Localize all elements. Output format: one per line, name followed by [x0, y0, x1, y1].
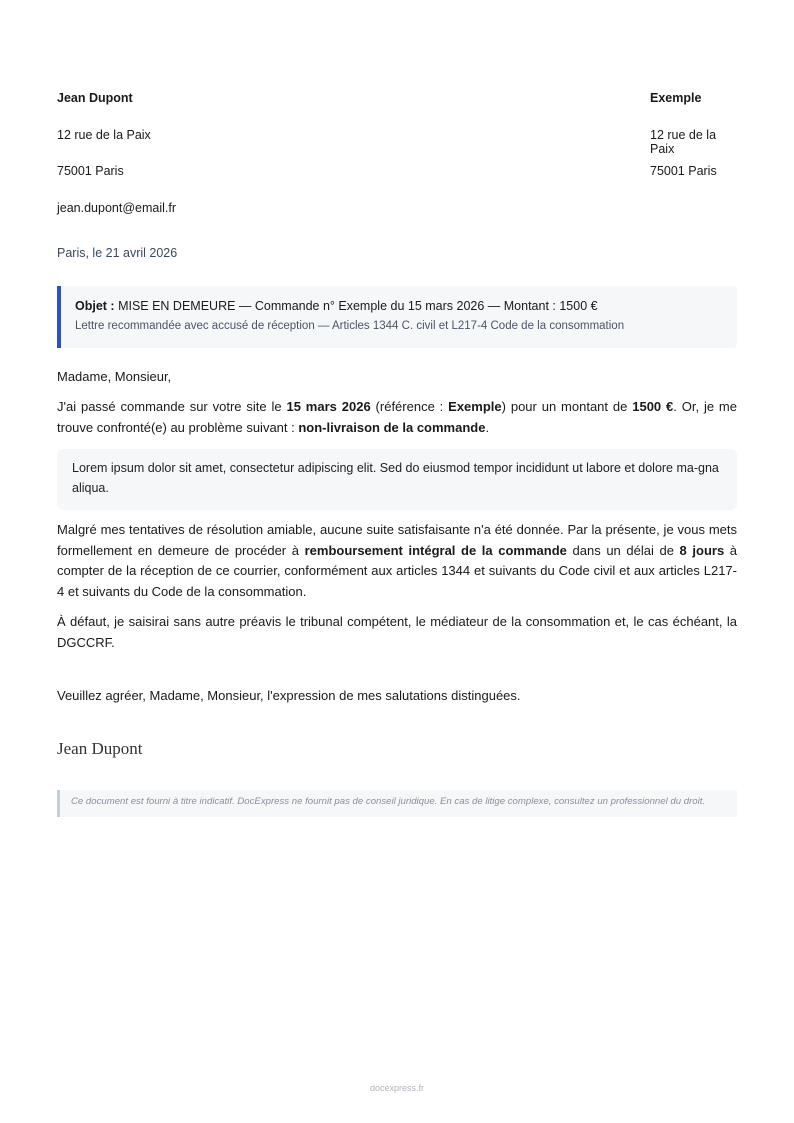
problem-description-box: Lorem ipsum dolor sit amet, consectetur adipiscing elit. Sed do eiusmod tempor incididunt ut labore et dolore ma-gna aliqua.: [57, 449, 737, 510]
sender-block: [57, 91, 176, 237]
sender-email: jean.dupont@email.fr: [57, 200, 177, 215]
closing: Veuillez agréer, Madame, Monsieur, l'expression de mes salutations distinguées.: [57, 688, 521, 703]
object-box: [57, 286, 737, 348]
requested-remedy: remboursement intégral de la commande: [304, 542, 567, 558]
object-text: MISE EN DEMEURE — Commande n° Exemple du 15 mars 2026 — Montant : 1500 €: [114, 299, 598, 313]
object-subtitle: Lettre recommandée avec accusé de réception — Articles 1344 C. civil et L217-4 Code de la consommation: [75, 320, 625, 332]
paragraph-3: À défaut, je saisirai sans autre préavis le tribunal compétent, le médiateur de la consommation et, le cas échéant, la DGCCRF.: [57, 614, 737, 650]
order-reference: Exemple: [448, 399, 502, 414]
p1-text: ) pour un montant de: [501, 399, 633, 414]
deadline: 8 jours: [679, 542, 725, 558]
letter-page: [57, 0, 737, 1123]
letter-date: Paris, le 21 avril 2026: [57, 246, 178, 260]
p2-text: dans un délai de: [566, 542, 680, 558]
p1-text: J'ai passé commande sur votre site le: [57, 399, 287, 414]
object-label: Objet :: [75, 299, 115, 313]
recipient-name: Exemple: [650, 91, 702, 105]
object-line: [75, 298, 737, 314]
disclaimer: Ce document est fourni à titre indicatif. DocExpress ne fournit pas de conseil juridique. En cas de litige complexe, consultez un professionnel du droit.: [57, 790, 737, 817]
footer-link[interactable]: docexpress.fr: [369, 1083, 425, 1093]
p1-text: . Or, je me trouve confronté(e) au problème suivant :: [57, 399, 737, 435]
problem-type: non-livraison de la commande: [298, 419, 486, 435]
sender-street: 12 rue de la Paix: [57, 127, 151, 142]
p1-text: .: [485, 419, 490, 435]
order-date: 15 mars 2026: [286, 399, 371, 414]
signature: Jean Dupont: [57, 739, 143, 758]
paragraph-2: [57, 520, 737, 602]
p1-text: (référence :: [370, 399, 449, 414]
greeting: Madame, Monsieur,: [57, 369, 172, 384]
recipient-city: 75001 Paris: [650, 164, 717, 178]
sender-name: Jean Dupont: [57, 91, 133, 105]
p2-text: Malgré mes tentatives de résolution amiable, aucune suite satisfaisante n'a été donnée. Par la présente, je vous mets formellement en demeure de procéder à: [57, 522, 737, 558]
p2-text: à compter de la réception de ce courrier, conformément aux articles 1344 et suivants du Code civil et aux articles L217-4 et suivants du Code de la consommation.: [57, 542, 738, 599]
order-amount: 1500 €: [632, 399, 674, 414]
recipient-street: 12 rue de la Paix: [650, 127, 717, 156]
paragraph-1: [57, 397, 737, 438]
recipient-block: [650, 91, 737, 201]
sender-city: 75001 Paris: [57, 164, 124, 178]
